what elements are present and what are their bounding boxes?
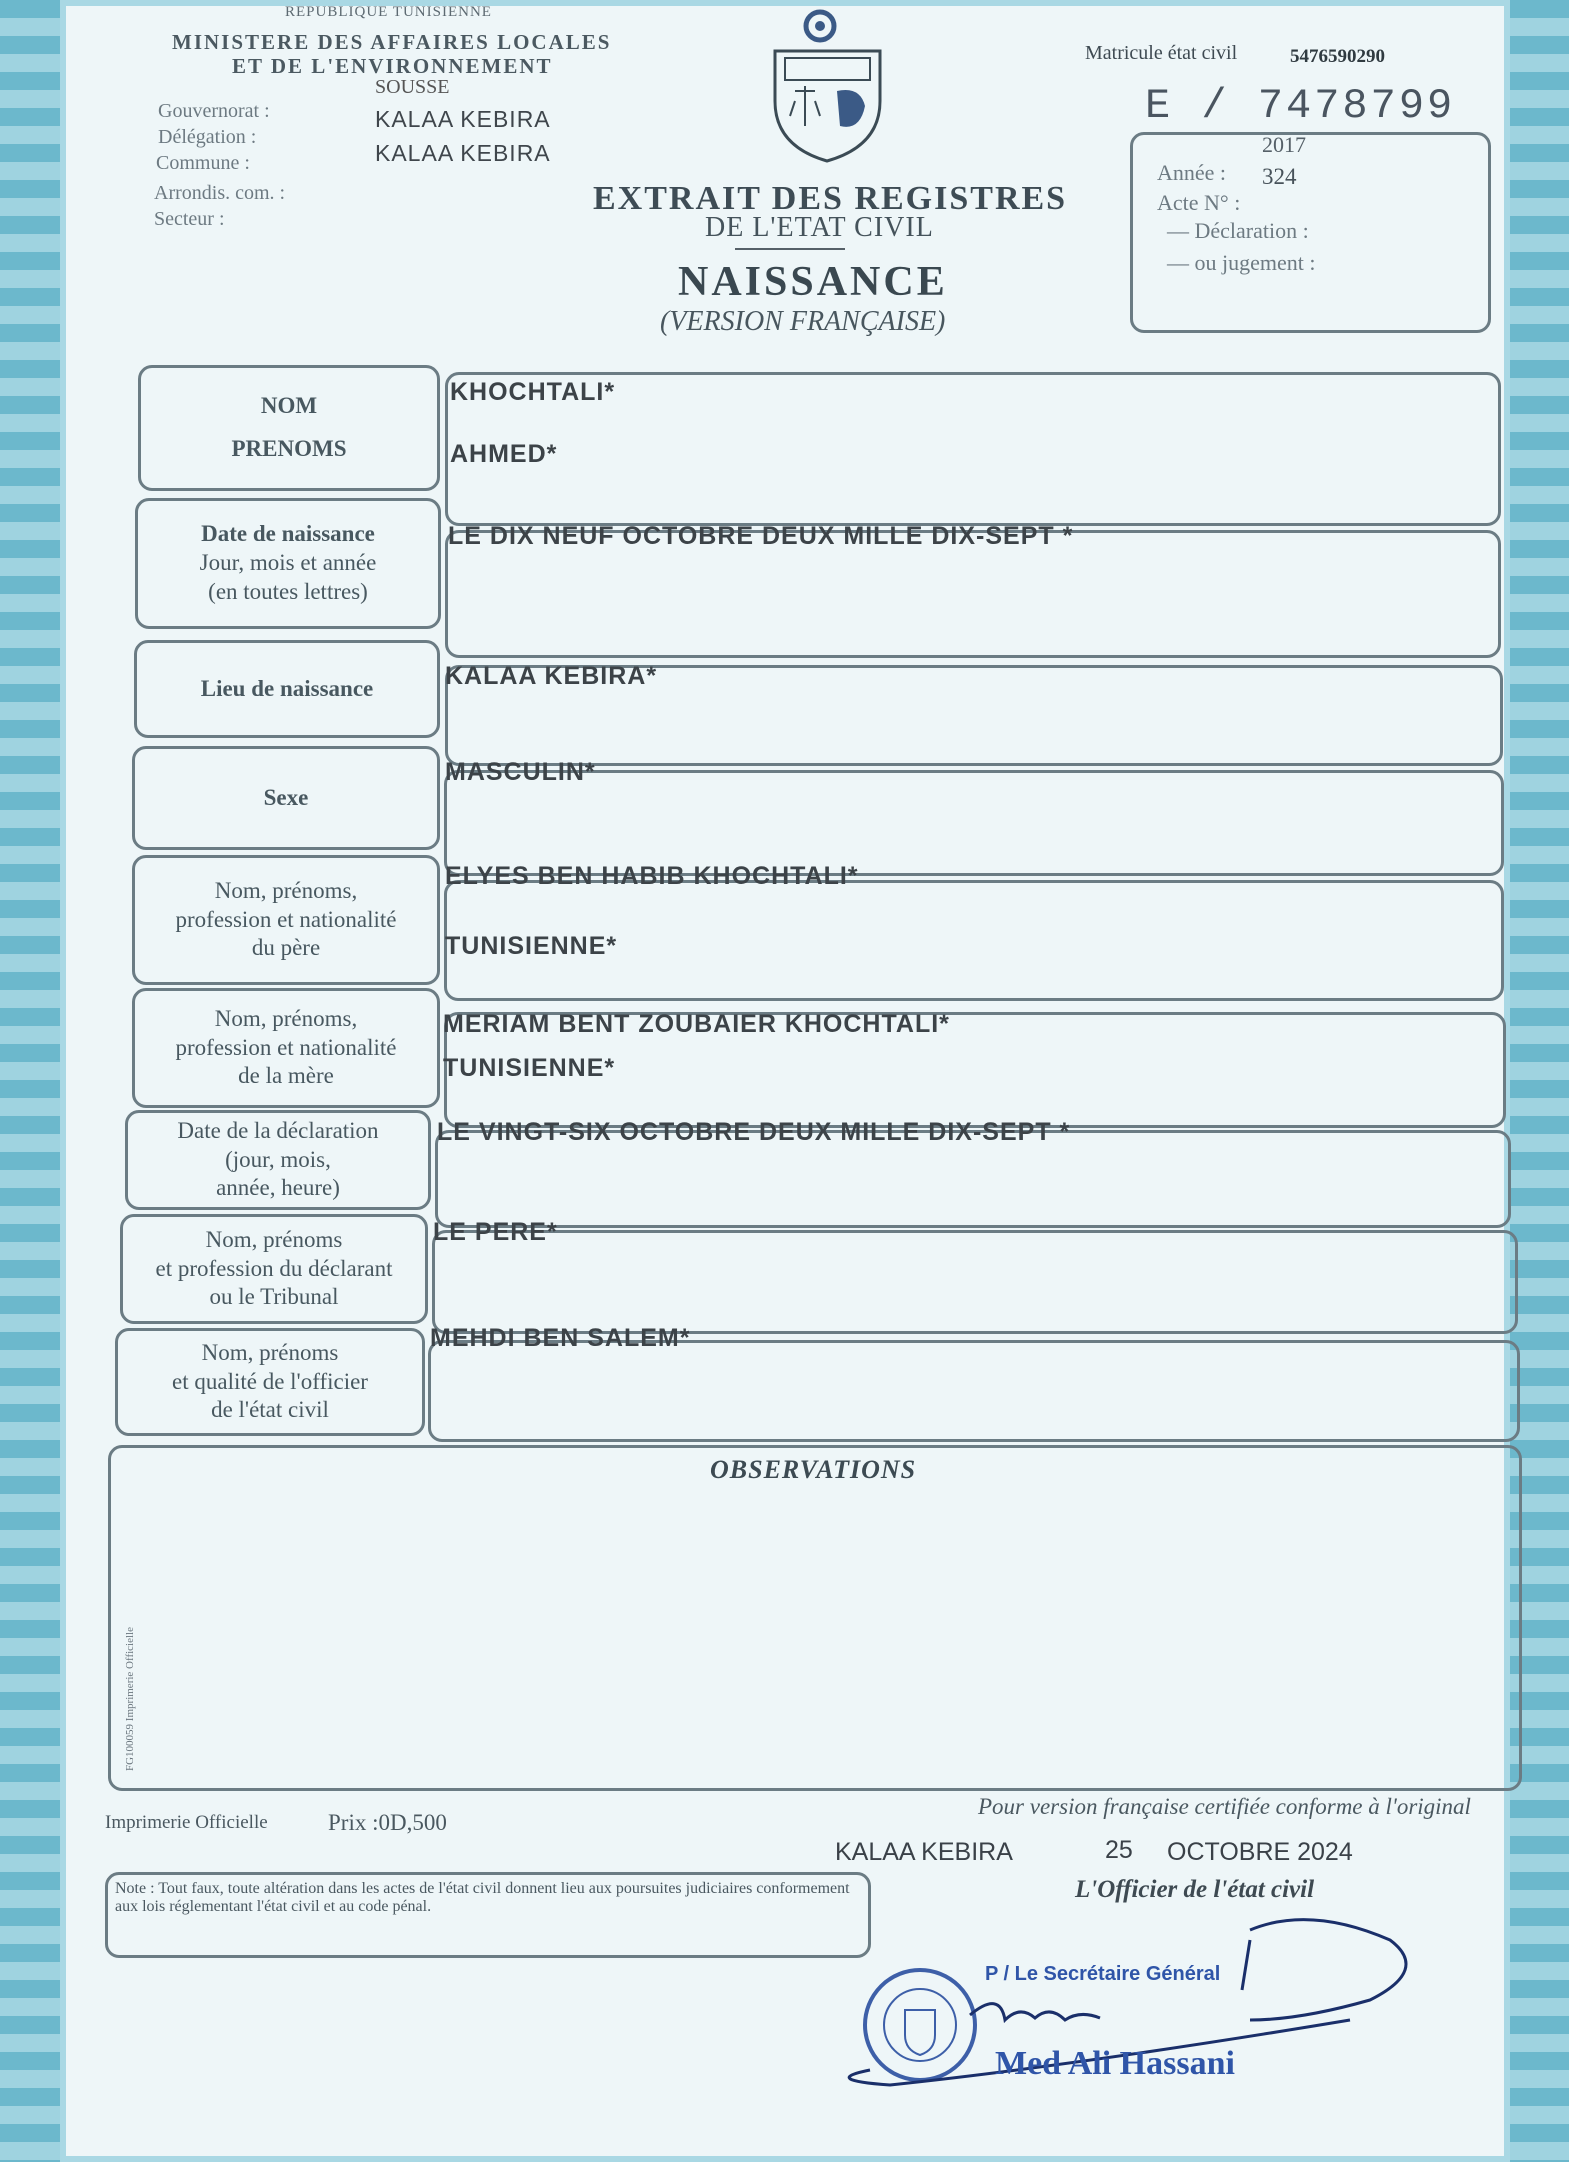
date-naissance-value: LE DIX NEUF OCTOBRE DEUX MILLE DIX-SEPT * bbox=[448, 522, 1074, 550]
sexe-value: MASCULIN* bbox=[445, 758, 596, 786]
arrondissement-label: Arrondis. com. : bbox=[154, 182, 286, 204]
mere-label-line-2: profession et nationalité bbox=[175, 1034, 397, 1060]
nom-value: KHOCHTALI* bbox=[450, 378, 616, 406]
officier-value-box bbox=[428, 1340, 1520, 1442]
commune-label: Commune : bbox=[156, 152, 250, 174]
lieu-naissance-label-box bbox=[134, 640, 440, 738]
document-title-version: (VERSION FRANÇAISE) bbox=[660, 306, 946, 337]
date-naissance-sublabel-2: (en toutes lettres) bbox=[208, 578, 368, 604]
document-title-line-2: DE L'ETAT CIVIL bbox=[705, 212, 934, 243]
declarant-value: LE PERE* bbox=[433, 1218, 558, 1246]
declaration-date-label-line-2: (jour, mois, bbox=[225, 1146, 331, 1172]
officier-label-box bbox=[115, 1328, 425, 1436]
annee-label: Année : bbox=[1157, 160, 1227, 185]
acte-number: 324 bbox=[1262, 164, 1297, 189]
imprimerie-label: Imprimerie Officielle bbox=[105, 1812, 268, 1833]
serial-number: E / 7478799 bbox=[1145, 82, 1456, 130]
lieu-naissance-label: Lieu de naissance bbox=[200, 675, 374, 701]
certification-statement: Pour version française certifiée conforme à l'original bbox=[978, 1794, 1471, 1819]
secteur-label: Secteur : bbox=[154, 208, 225, 230]
nom-label: NOM bbox=[260, 393, 318, 419]
gouvernorat-value: KALAA KEBIRA bbox=[375, 106, 551, 132]
observations-box bbox=[108, 1445, 1522, 1791]
republic-heading: REPUBLIQUE TUNISIENNE bbox=[285, 4, 492, 20]
sexe-label-box bbox=[132, 746, 440, 850]
gouvernorat-top-value: SOUSSE bbox=[375, 76, 450, 98]
jugement-label: — ou jugement : bbox=[1167, 250, 1316, 275]
ministry-line-2: ET DE L'ENVIRONNEMENT bbox=[232, 54, 553, 78]
officier-label-line-3: de l'état civil bbox=[211, 1397, 329, 1423]
officier-label-line-1: Nom, prénoms bbox=[201, 1339, 339, 1365]
declaration-date-label-box bbox=[125, 1110, 431, 1210]
tunisia-coat-of-arms-icon bbox=[765, 6, 895, 166]
pere-label-line-1: Nom, prénoms, bbox=[214, 877, 358, 903]
declaration-label: — Déclaration : bbox=[1167, 218, 1309, 243]
prix-label: Prix :0D,500 bbox=[328, 1810, 447, 1835]
date-naissance-label-box bbox=[135, 498, 441, 629]
declaration-date-label-line-3: année, heure) bbox=[216, 1175, 340, 1201]
officier-value: MEHDI BEN SALEM* bbox=[430, 1324, 691, 1352]
acte-year: 2017 bbox=[1262, 132, 1306, 157]
prenoms-label: PRENOMS bbox=[231, 436, 347, 461]
document-title-naissance: NAISSANCE bbox=[678, 259, 948, 305]
declarant-value-box bbox=[432, 1230, 1518, 1334]
document-title-line-1: EXTRAIT DES REGISTRES bbox=[593, 180, 1068, 217]
pere-name-value: ELYES BEN HABIB KHOCHTALI* bbox=[445, 862, 859, 890]
prenoms-value: AHMED* bbox=[450, 440, 558, 468]
signatory-name: Med Ali Hassani bbox=[995, 2045, 1235, 2082]
matricule-value: 5476590290 bbox=[1290, 46, 1385, 67]
certificate-sheet bbox=[60, 0, 1510, 2162]
gouvernorat-label: Gouvernorat : bbox=[158, 100, 270, 122]
mere-nationality-value: TUNISIENNE* bbox=[443, 1054, 616, 1082]
side-print-reference: FG100059 Imprimerie Officielle bbox=[124, 1627, 136, 1771]
declarant-label-line-3: ou le Tribunal bbox=[209, 1284, 339, 1310]
mere-label-line-1: Nom, prénoms, bbox=[214, 1005, 358, 1031]
issue-month-year: OCTOBRE 2024 bbox=[1167, 1838, 1353, 1866]
mere-label-box bbox=[132, 988, 440, 1108]
observations-title: OBSERVATIONS bbox=[710, 1455, 917, 1484]
pere-nationality-value: TUNISIENNE* bbox=[445, 932, 618, 960]
pere-label-line-2: profession et nationalité bbox=[175, 906, 397, 932]
officier-etat-civil-title: L'Officier de l'état civil bbox=[1075, 1876, 1315, 1903]
declarant-label-box bbox=[120, 1214, 428, 1324]
mere-label-line-3: de la mère bbox=[238, 1063, 334, 1089]
delegation-label: Délégation : bbox=[158, 126, 257, 148]
mere-name-value: MERIAM BENT ZOUBAIER KHOCHTALI* bbox=[443, 1010, 950, 1038]
sexe-label: Sexe bbox=[263, 784, 309, 810]
lieu-naissance-value: KALAA KEBIRA* bbox=[445, 662, 658, 690]
declarant-label-line-2: et profession du déclarant bbox=[155, 1255, 393, 1281]
nom-prenoms-label-box bbox=[138, 365, 440, 491]
date-naissance-label: Date de naissance bbox=[201, 521, 375, 547]
secretaire-general-title: P / Le Secrétaire Général bbox=[985, 1963, 1221, 1985]
declaration-date-value: LE VINGT-SIX OCTOBRE DEUX MILLE DIX-SEPT * bbox=[437, 1118, 1071, 1146]
sexe-value-box bbox=[444, 770, 1504, 876]
decorative-border-left bbox=[0, 0, 60, 2162]
issue-day: 25 bbox=[1105, 1836, 1133, 1864]
pere-label-box bbox=[132, 855, 440, 985]
declarant-label-line-1: Nom, prénoms bbox=[205, 1226, 343, 1252]
issue-place: KALAA KEBIRA bbox=[835, 1838, 1013, 1866]
pere-label-line-3: du père bbox=[251, 935, 321, 961]
ministry-line-1: MINISTERE DES AFFAIRES LOCALES bbox=[172, 30, 612, 54]
legal-note-text: Note : Tout faux, toute altération dans les actes de l'état civil donnent lieu aux poursuites judiciaires conformement aux lois réglementant l'état civil et au code pénal. bbox=[115, 1880, 850, 1915]
declaration-date-label-line-1: Date de la déclaration bbox=[177, 1117, 379, 1143]
acte-label: Acte N° : bbox=[1157, 190, 1241, 215]
decorative-border-right bbox=[1509, 0, 1569, 2162]
title-divider bbox=[735, 248, 845, 250]
officier-label-line-2: et qualité de l'officier bbox=[172, 1368, 368, 1394]
date-naissance-sublabel-1: Jour, mois et année bbox=[199, 550, 377, 576]
matricule-label: Matricule état civil bbox=[1085, 42, 1238, 64]
delegation-value: KALAA KEBIRA bbox=[375, 140, 551, 166]
